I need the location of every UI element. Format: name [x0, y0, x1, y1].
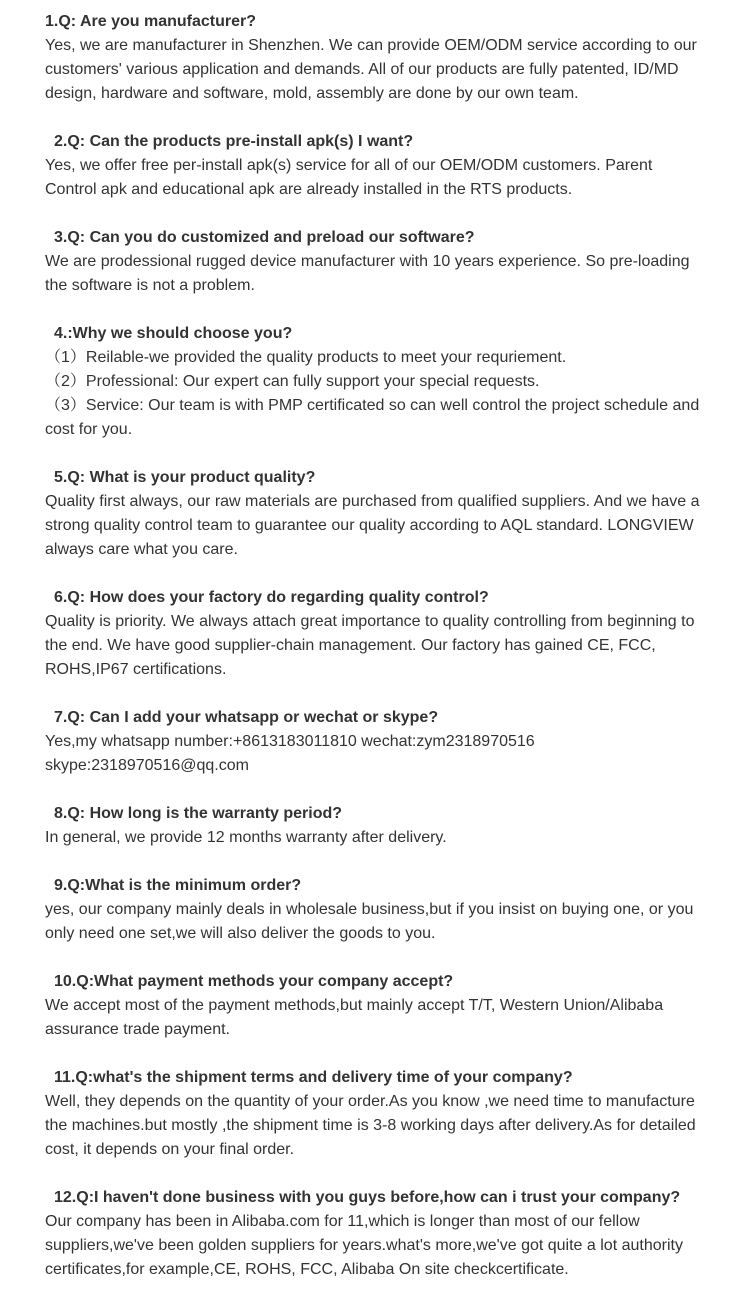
faq-answer — [45, 34, 715, 106]
faq-item-9 — [45, 874, 715, 946]
faq-item-7 — [45, 706, 715, 778]
faq-answer — [45, 1090, 715, 1162]
faq-question: 4.:Why we should choose you? — [54, 325, 293, 342]
answer-line: Yes, we offer free per-install apk(s) service for all of our OEM/ODM customers. Parent — [45, 157, 653, 174]
answer-line: skype:2318970516@qq.com — [45, 757, 249, 774]
faq-question: 12.Q:I haven't done business with you guys before,how can i trust your company? — [54, 1189, 681, 1206]
faq-answer — [45, 1210, 715, 1282]
answer-line: strong quality control team to guarantee our quality according to AQL standard. LONGVIEW — [45, 517, 694, 534]
answer-line: （3）Service: Our team is with PMP certificated so can well control the project schedule and — [45, 397, 700, 414]
answer-line: Yes,my whatsapp number:+8613183011810 wechat:zym2318970516 — [45, 733, 535, 750]
answer-line: Quality is priority. We always attach great importance to quality controlling from beginning to — [45, 613, 695, 630]
faq-answer — [45, 346, 715, 442]
faq-answer — [45, 994, 715, 1042]
answer-line: always care what you care. — [45, 541, 238, 558]
answer-line: Quality first always, our raw materials are purchased from qualified suppliers. And we have a — [45, 493, 700, 510]
faq-item-10 — [45, 970, 715, 1042]
answer-line: In general, we provide 12 months warranty after delivery. — [45, 829, 447, 846]
answer-line: the end. We have good supplier-chain management. Our factory has gained CE, FCC, — [45, 637, 656, 654]
faq-item-12 — [45, 1186, 715, 1282]
faq-question: 1.Q: Are you manufacturer? — [45, 13, 257, 30]
answer-line: Yes, we are manufacturer in Shenzhen. We can provide OEM/ODM service according to our — [45, 37, 697, 54]
answer-line: cost for you. — [45, 421, 133, 438]
faq-question: 8.Q: How long is the warranty period? — [54, 805, 343, 822]
answer-line: （2）Professional: Our expert can fully support your special requests. — [45, 373, 540, 390]
answer-line: cost, it depends on your final order. — [45, 1141, 295, 1158]
faq-answer — [45, 898, 715, 946]
answer-line: only need one set,we will also deliver the goods to you. — [45, 925, 436, 942]
faq-question: 11.Q:what's the shipment terms and delivery time of your company? — [54, 1069, 573, 1086]
answer-line: assurance trade payment. — [45, 1021, 230, 1038]
faq-item-4 — [45, 322, 715, 442]
faq-answer — [45, 610, 715, 682]
faq-item-5 — [45, 466, 715, 562]
answer-line: suppliers,we've been golden suppliers for years.what's more,we've got quite a lot authority — [45, 1237, 683, 1254]
faq-question: 10.Q:What payment methods your company accept? — [54, 973, 454, 990]
answer-line: We are prodessional rugged device manufacturer with 10 years experience. So pre-loading — [45, 253, 690, 270]
faq-item-1 — [45, 10, 715, 106]
faq-answer — [45, 154, 715, 202]
answer-line: （1）Reilable-we provided the quality products to meet your requriement. — [45, 349, 567, 366]
faq-item-11 — [45, 1066, 715, 1162]
faq-answer — [45, 250, 715, 298]
answer-line: certificates,for example,CE, ROHS, FCC, Alibaba On site checkcertificate. — [45, 1261, 569, 1278]
answer-line: We accept most of the payment methods,but mainly accept T/T, Western Union/Alibaba — [45, 997, 664, 1014]
faq-item-8 — [45, 802, 715, 850]
answer-line: ROHS,IP67 certifications. — [45, 661, 227, 678]
answer-line: Control apk and educational apk are already installed in the RTS products. — [45, 181, 573, 198]
faq-question: 9.Q:What is the minimum order? — [54, 877, 302, 894]
faq-question: 5.Q: What is your product quality? — [54, 469, 316, 486]
answer-line: customers' various application and demands. All of our products are fully patented, ID/MD — [45, 61, 679, 78]
answer-line: design, hardware and software, mold, assembly are done by our own team. — [45, 85, 579, 102]
faq-question: 2.Q: Can the products pre-install apk(s) I want? — [54, 133, 414, 150]
answer-line: Our company has been in Alibaba.com for 11,which is longer than most of our fellow — [45, 1213, 640, 1230]
answer-line: Well, they depends on the quantity of your order.As you know ,we need time to manufacture — [45, 1093, 695, 1110]
faq-item-3 — [45, 226, 715, 298]
faq-item-6 — [45, 586, 715, 682]
faq-answer — [45, 490, 715, 562]
answer-line: the software is not a problem. — [45, 277, 255, 294]
answer-line: yes, our company mainly deals in wholesale business,but if you insist on buying one, or you — [45, 901, 694, 918]
faq-question: 3.Q: Can you do customized and preload our software? — [54, 229, 475, 246]
faq-question: 7.Q: Can I add your whatsapp or wechat or skype? — [54, 709, 439, 726]
answer-line: the machines.but mostly ,the shipment time is 3-8 working days after delivery.As for detailed — [45, 1117, 696, 1134]
faq-answer — [45, 826, 715, 850]
faq-answer — [45, 730, 715, 778]
faq-question: 6.Q: How does your factory do regarding quality control? — [54, 589, 489, 606]
faq-item-2 — [45, 130, 715, 202]
